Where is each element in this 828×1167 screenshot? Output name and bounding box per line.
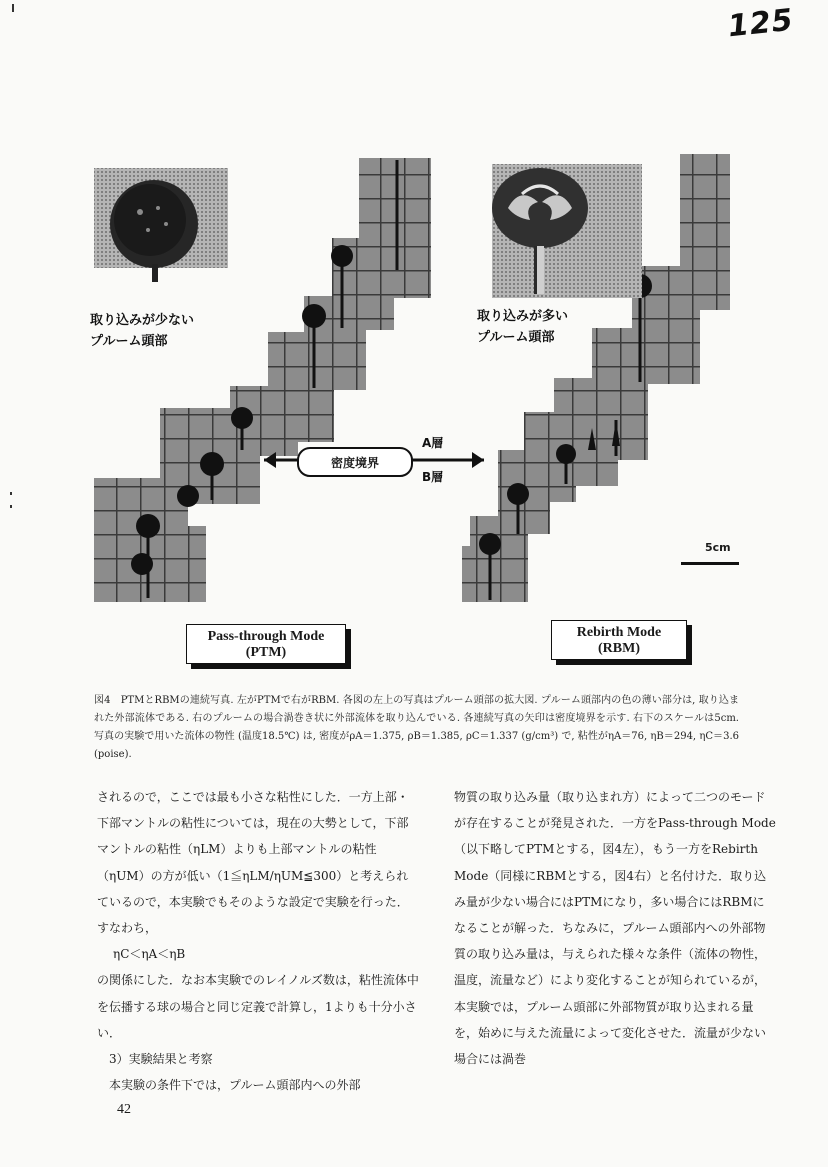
density-boundary-label: 密度境界 [297, 447, 413, 477]
scale-bar [681, 562, 739, 565]
rbm-mode-abbr: (RBM) [598, 641, 640, 656]
ptm-head-inset [94, 168, 228, 282]
figure-photo-sequence [92, 150, 732, 620]
ptm-mode-box [186, 624, 346, 664]
rbm-inset-label: 取り込みが多い プルーム頭部 [477, 309, 569, 345]
scan-speck [10, 505, 12, 508]
layer-a-label: A層 [422, 436, 444, 450]
page-number: 42 [117, 1102, 131, 1117]
left-column [97, 784, 419, 1098]
left-paragraph-2: の関係にした．なお本実験でのレイノルズ数は，粘性流体中を伝播する球の場合と同じ定義で計算し，1よりも十分小さい． [97, 973, 419, 1040]
rbm-head-inset [492, 164, 642, 298]
ptm-mode-abbr: (PTM) [245, 645, 287, 660]
scan-speck [12, 4, 14, 12]
right-column [454, 784, 776, 1072]
viscosity-relation: ηC＜ηA＜ηB [113, 947, 186, 962]
left-paragraph-1: されるので，ここでは最も小さな粘性にした．一方上部・下部マントルの粘性については，現在の大勢として，下部マントルの粘性（ηLM）よりも上部マントルの粘性（ηUM）の方が低い（1≦ηLM/ηUM≦300）と考えられているので，本実験でもそのような設定で実験を行った．すなわち， [97, 790, 409, 936]
section-heading: 3）実験結果と考察 [109, 1052, 213, 1067]
rbm-mode-box [551, 620, 687, 660]
scan-speck [10, 492, 12, 495]
handwritten-page-number: 125 [726, 2, 796, 45]
layer-b-label: B層 [422, 470, 444, 484]
left-paragraph-3: 本実験の条件下では，プルーム頭部内への外部 [109, 1078, 361, 1093]
ptm-mode-name: Pass-through Mode [207, 629, 325, 644]
figure-caption: 図4 PTMとRBMの連続写真. 左がPTMで右がRBM. 各図の左上の写真はプルーム頭部の拡大図. プルーム頭部内の色の薄い部分は, 取り込まれた外部流体である. 右のプルームの場合渦巻き状に外部流体を取り込んでいる. 各連続写真の矢印は密度境界を示す. 右下のスケールは5cm. 写真の実験で用いた流体の物性 (温度18.5℃) は, 密度がρA＝1.375, ρB＝1.385, ρC＝1.337 (g/cm³) で, 粘性がηA＝76, ηB＝294, ηC＝3.6 (poise). [94, 695, 739, 760]
scale-label: 5cm [705, 541, 731, 554]
figure-4 [92, 150, 732, 620]
rbm-mode-name: Rebirth Mode [576, 625, 662, 640]
ptm-inset-label: 取り込みが少ない プルーム頭部 [90, 313, 195, 349]
right-paragraph-1: 物質の取り込み量（取り込まれ方）によって二つのモードが存在することが発見された．一方をPass-through Mode（以下略してPTMとする，図4左），もう一方をRebirth Mode（同様にRBMとする，図4右）と名付けた．取り込み量が少ない場合にはPTMになり，多い場合にはRBMになることが解った．ちなみに，プルーム頭部内への外部物質の取り込み量は，与えられた様々な条件（流体の物性，温度，流量など）により変化することが知られているが，本実験では，プルーム頭部に外部物質が取り込まれる量を，始めに与えた流量によって変化させた．流量が少ない場合には渦巻 [454, 790, 776, 1067]
